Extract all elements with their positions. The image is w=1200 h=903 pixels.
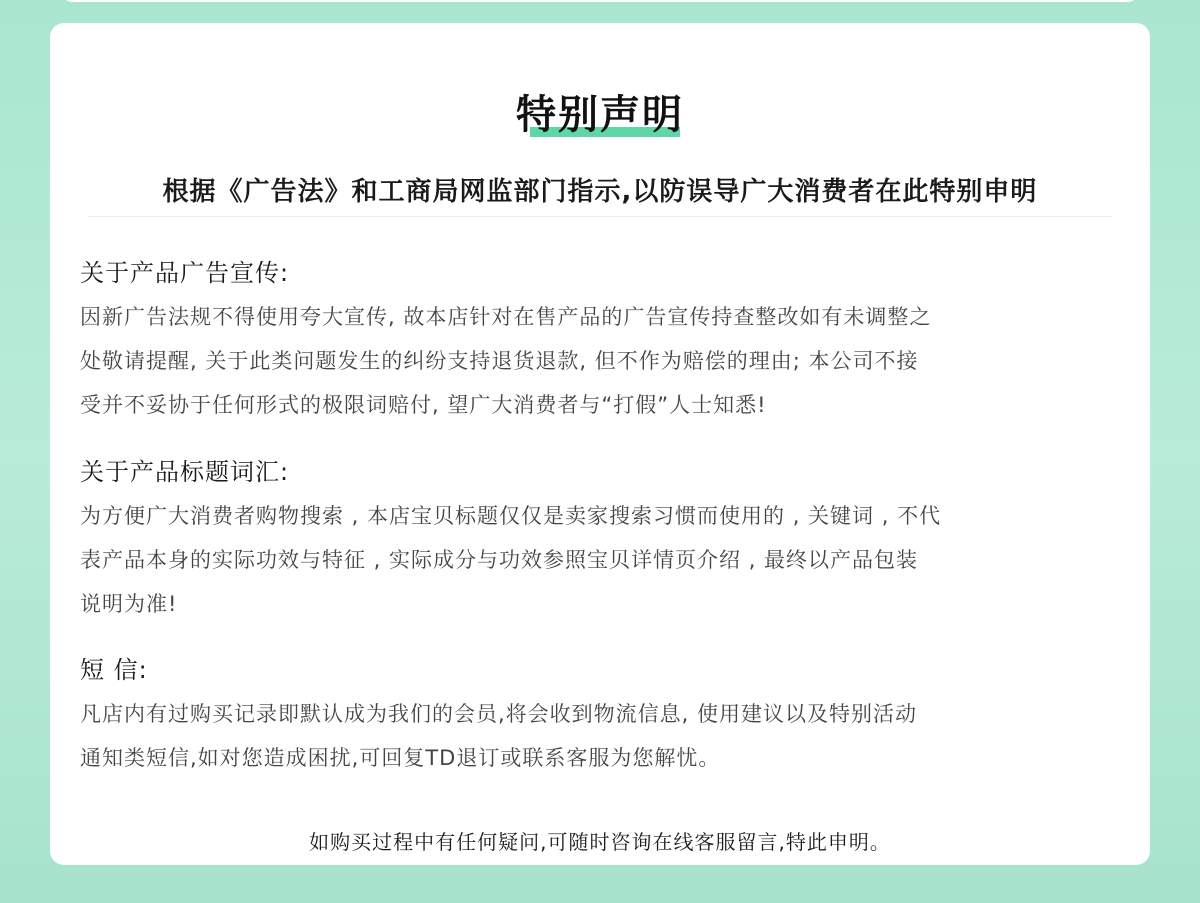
page-title-text: 特别声明 (516, 92, 684, 138)
body-line: 为方便广大消费者购物搜索 , 本店宝贝标题仅仅是卖家搜索习惯而使用的 , 关键词 , 不代 (80, 504, 942, 528)
page-title (516, 89, 684, 141)
body-line: 表产品本身的实际功效与特征 , 实际成分与功效参照宝贝详情页介绍 , 最终以产品包装 (80, 548, 919, 572)
section-heading-title-terms: 关于产品标题词汇: (80, 458, 290, 486)
body-line: 凡店内有过购买记录即默认成为我们的会员,将会收到物流信息, 使用建议以及特别活动 (80, 702, 918, 726)
statement-card (50, 23, 1150, 865)
page-subtitle: 根据《广告法》和工商局网监部门指示,以防误导广大消费者在此特别申明 (162, 177, 1038, 207)
divider (88, 216, 1112, 217)
footer-note: 如购买过程中有任何疑问,可随时咨询在线客服留言,特此申明。 (309, 830, 891, 854)
body-line: 处敬请提醒, 关于此类问题发生的纠纷支持退货退款, 但不作为赔偿的理由; 本公司不接 (80, 349, 919, 373)
section-body-advertising (80, 295, 1120, 427)
section-heading-advertising: 关于产品广告宣传: (80, 259, 290, 287)
title-wrap (50, 89, 1150, 141)
body-line: 说明为准! (80, 592, 178, 616)
body-line: 受并不妥协于任何形式的极限词赔付, 望广大消费者与“打假”人士知悉! (80, 393, 767, 417)
section-body-title-terms (80, 494, 1120, 626)
previous-card-edge (62, 0, 1138, 2)
body-line: 通知类短信,如对您造成困扰,可回复TD退订或联系客服为您解忧。 (80, 746, 721, 770)
section-heading-sms: 短 信: (80, 656, 148, 684)
section-body-sms (80, 692, 1120, 780)
body-line: 因新广告法规不得使用夸大宣传, 故本店针对在售产品的广告宣传持查整改如有未调整之 (80, 305, 932, 329)
